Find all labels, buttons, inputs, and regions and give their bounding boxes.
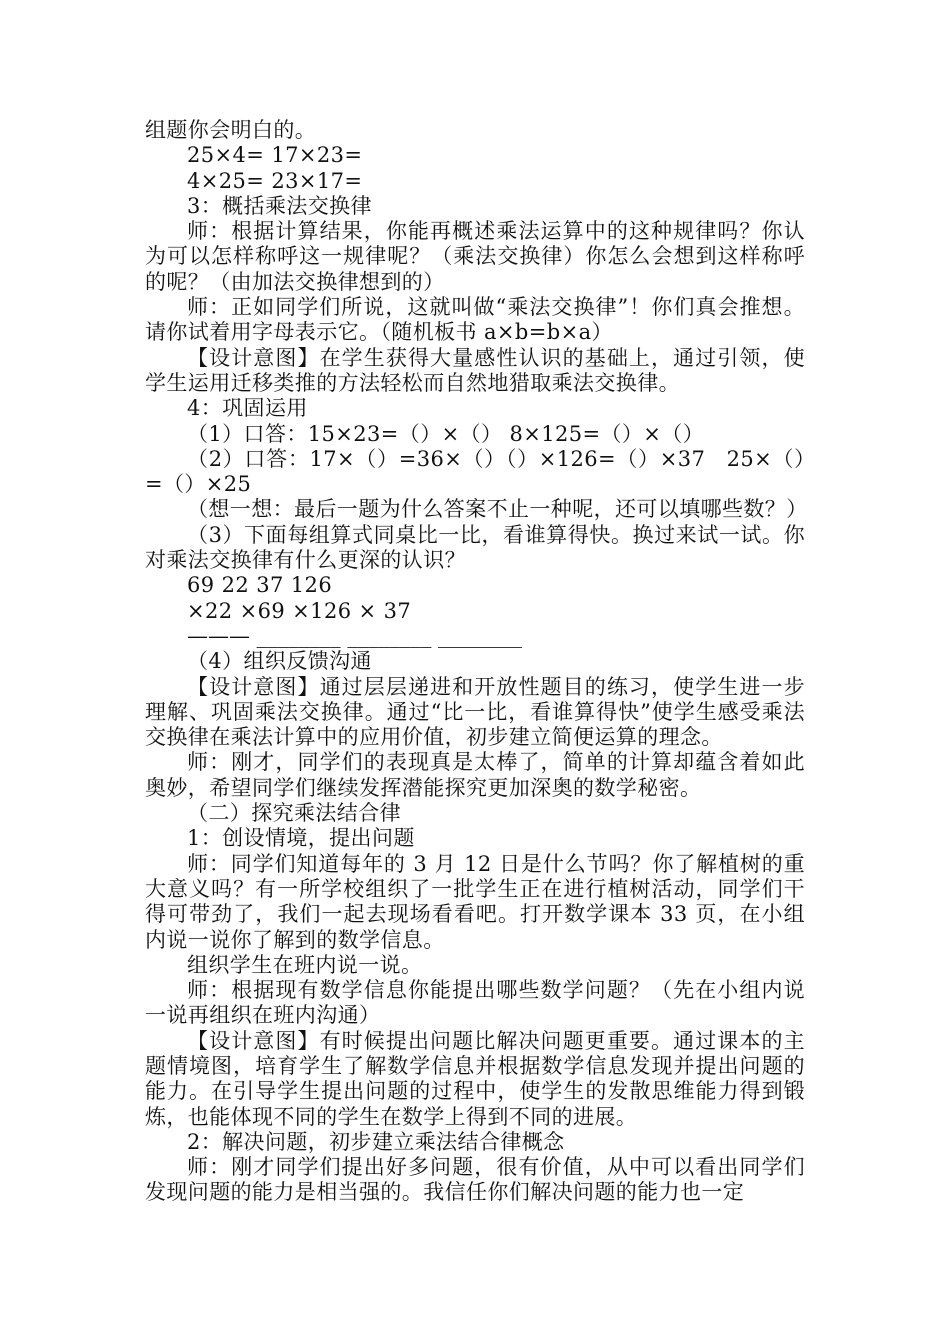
section-heading: 2：解决问题，初步建立乘法结合律概念 [187, 1129, 565, 1154]
section-heading: 3：概括乘法交换律 [187, 193, 372, 218]
paragraph: （想一想：最后一题为什么答案不止一种呢，还可以填哪些数？） [187, 497, 808, 522]
paragraph: 师：正如同学们所说，这就叫做“乘法交换律”！你们真会推想。请你试着用字母表示它。（随机板书 a×b=b×a） [145, 295, 805, 345]
exercise-answer-lines: ——— ________ ________ ________ [187, 623, 523, 648]
exercise-line: （1）口答：15×23=（）×（） 8×125=（）×（） [187, 421, 705, 446]
section-heading: 1：创设情境，提出问题 [187, 826, 415, 851]
section-heading: （二）探究乘法结合律 [187, 801, 401, 826]
paragraph: 组题你会明白的。 [145, 118, 317, 142]
paragraph: 师：根据计算结果，你能再概述乘法运算中的这种规律吗？你认为可以怎样称呼这一规律呢？（乘法交换律）你怎么会想到这样称呼的呢？（由加法交换律想到的） [145, 219, 805, 294]
paragraph: 师：同学们知道每年的 3 月 12 日是什么节吗？你了解植树的重大意义吗？有一所学校组织了一批学生正在进行植树活动，同学们干得可带劲了，我们一起去现场看看吧。打开数学课本 33 页，在小组内说一说你了解到的数学信息。 [145, 851, 805, 952]
paragraph: 25×4= 17×23= [187, 143, 363, 168]
design-intent-paragraph: 【设计意图】在学生获得大量感性认识的基础上，通过引领，使学生运用迁移类推的方法轻松而自然地猎取乘法交换律。 [145, 345, 805, 395]
paragraph: 组织学生在班内说一说。 [187, 952, 423, 977]
design-intent-paragraph: 【设计意图】通过层层递进和开放性题目的练习，使学生进一步理解、巩固乘法交换律。通过“比一比，看谁算得快”使学生感受乘法交换律在乘法计算中的应用价值，初步建立简便运算的理念。 [145, 674, 805, 750]
section-heading: 4：巩固运用 [187, 396, 308, 421]
document-body [145, 118, 808, 1206]
exercise-line: ×22 ×69 ×126 × 37 [187, 598, 412, 623]
section-heading: （4）组织反馈沟通 [187, 649, 372, 674]
paragraph: 师：刚才，同学们的表现真是太棒了，简单的计算却蕴含着如此奥妙，希望同学们继续发挥潜能探究更加深奥的数学秘密。 [145, 750, 805, 800]
exercise-line: 69 22 37 126 [187, 573, 333, 598]
paragraph: 师：根据现有数学信息你能提出哪些数学问题？（先在小组内说一说再组织在班内沟通） [145, 978, 805, 1028]
paragraph: 4×25= 23×17= [187, 168, 363, 193]
paragraph: （3）下面每组算式同桌比一比，看谁算得快。换过来试一试。你对乘法交换律有什么更深的认识？ [145, 522, 805, 573]
exercise-line: （2）口答：17×（）=36×（）（）×126=（）×37 25×（）=（）×25 [145, 446, 805, 497]
design-intent-paragraph: 【设计意图】有时候提出问题比解决问题更重要。通过课本的主题情境图，培育学生了解数学信息并根据数学信息发现并提出问题的能力。在引导学生提出问题的过程中，使学生的发散思维能力得到锻炼，也能体现不同的学生在数学上得到不同的进展。 [145, 1028, 805, 1129]
paragraph: 师：刚才同学们提出好多问题，很有价值，从中可以看出同学们发现问题的能力是相当强的。我信任你们解决问题的能力也一定 [145, 1155, 805, 1205]
